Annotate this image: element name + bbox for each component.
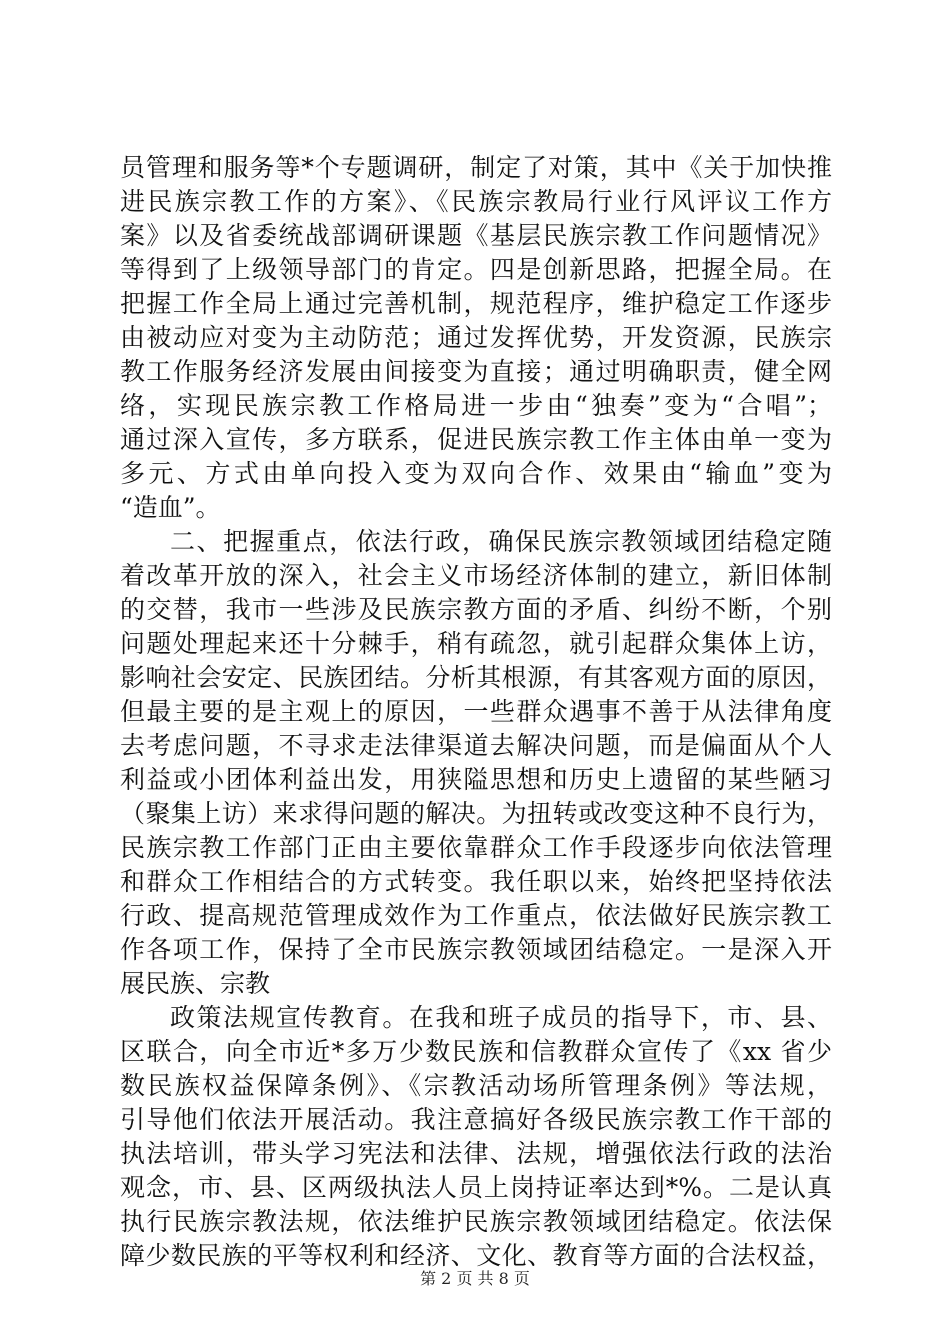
page-footer: 第 2 页 共 8 页 bbox=[420, 1269, 530, 1288]
text-line: 利益或小团体利益出发，用狭隘思想和历史上遗留的某些陋习 bbox=[120, 765, 832, 794]
text-line: 教工作服务经济发展由间接变为直接；通过明确职责，健全网 bbox=[120, 357, 832, 386]
text-line: 问题处理起来还十分棘手，稍有疏忽，就引起群众集体上访， bbox=[120, 629, 832, 658]
text-line: 二、把握重点，依法行政，确保民族宗教领域团结稳定随 bbox=[170, 527, 832, 556]
text-line: 政策法规宣传教育。在我和班子成员的指导下，市、县、 bbox=[170, 1003, 832, 1032]
text-line: 民族宗教工作部门正由主要依靠群众工作手段逐步向依法管理 bbox=[120, 833, 832, 862]
text-line: 观念，市、县、区两级执法人员上岗持证率达到*%。二是认真 bbox=[120, 1173, 832, 1202]
text-line: 执法培训，带头学习宪法和法律、法规，增强依法行政的法治 bbox=[120, 1139, 832, 1168]
text-line: 障少数民族的平等权利和经济、文化、教育等方面的合法权益， bbox=[120, 1241, 832, 1270]
text-line: 着改革开放的深入，社会主义市场经济体制的建立，新旧体制 bbox=[120, 561, 832, 590]
text-line: 但最主要的是主观上的原因，一些群众遇事不善于从法律角度 bbox=[120, 697, 832, 726]
text-line: 去考虑问题，不寻求走法律渠道去解决问题，而是偏面从个人 bbox=[120, 731, 832, 760]
text-line: 执行民族宗教法规，依法维护民族宗教领域团结稳定。依法保 bbox=[120, 1207, 832, 1236]
text-line: 通过深入宣传，多方联系，促进民族宗教工作主体由单一变为 bbox=[120, 425, 832, 454]
text-line: 和群众工作相结合的方式转变。我任职以来，始终把坚持依法 bbox=[120, 867, 832, 896]
text-line: 的交替，我市一些涉及民族宗教方面的矛盾、纠纷不断，个别 bbox=[120, 595, 832, 624]
text-line: 把握工作全局上通过完善机制，规范程序，维护稳定工作逐步 bbox=[120, 289, 832, 318]
text-line: 展民族、宗教 bbox=[120, 969, 271, 998]
text-line: 多元、方式由单向投入变为双向合作、效果由“输血”变为 bbox=[120, 459, 832, 488]
document-body bbox=[120, 151, 832, 1273]
text-line: （聚集上访）来求得问题的解决。为扭转或改变这种不良行为， bbox=[120, 799, 832, 828]
text-line: 区联合，向全市近*多万少数民族和信教群众宣传了《xx 省少 bbox=[120, 1037, 832, 1066]
paragraph bbox=[120, 1001, 832, 1273]
text-line: 进民族宗教工作的方案》、《民族宗教局行业行风评议工作方 bbox=[120, 187, 832, 216]
text-line: 案》以及省委统战部调研课题《基层民族宗教工作问题情况》 bbox=[120, 221, 832, 250]
text-line: 影响社会安定、民族团结。分析其根源，有其客观方面的原因， bbox=[120, 663, 832, 692]
text-line: 员管理和服务等*个专题调研，制定了对策，其中《关于加快推 bbox=[120, 153, 832, 182]
paragraph bbox=[120, 151, 832, 525]
text-line: 由被动应对变为主动防范；通过发挥优势，开发资源，民族宗 bbox=[120, 323, 832, 352]
text-line: 数民族权益保障条例》、《宗教活动场所管理条例》等法规， bbox=[120, 1071, 832, 1100]
text-line: 等得到了上级领导部门的肯定。四是创新思路，把握全局。在 bbox=[120, 255, 832, 284]
paragraph bbox=[120, 525, 832, 1001]
text-line: 作各项工作，保持了全市民族宗教领域团结稳定。一是深入开 bbox=[120, 935, 832, 964]
text-line: “造血”。 bbox=[120, 493, 221, 522]
text-line: 引导他们依法开展活动。我注意搞好各级民族宗教工作干部的 bbox=[120, 1105, 832, 1134]
text-line: 行政、提高规范管理成效作为工作重点，依法做好民族宗教工 bbox=[120, 901, 832, 930]
text-line: 络，实现民族宗教工作格局进一步由“独奏”变为“合唱”； bbox=[120, 391, 832, 420]
